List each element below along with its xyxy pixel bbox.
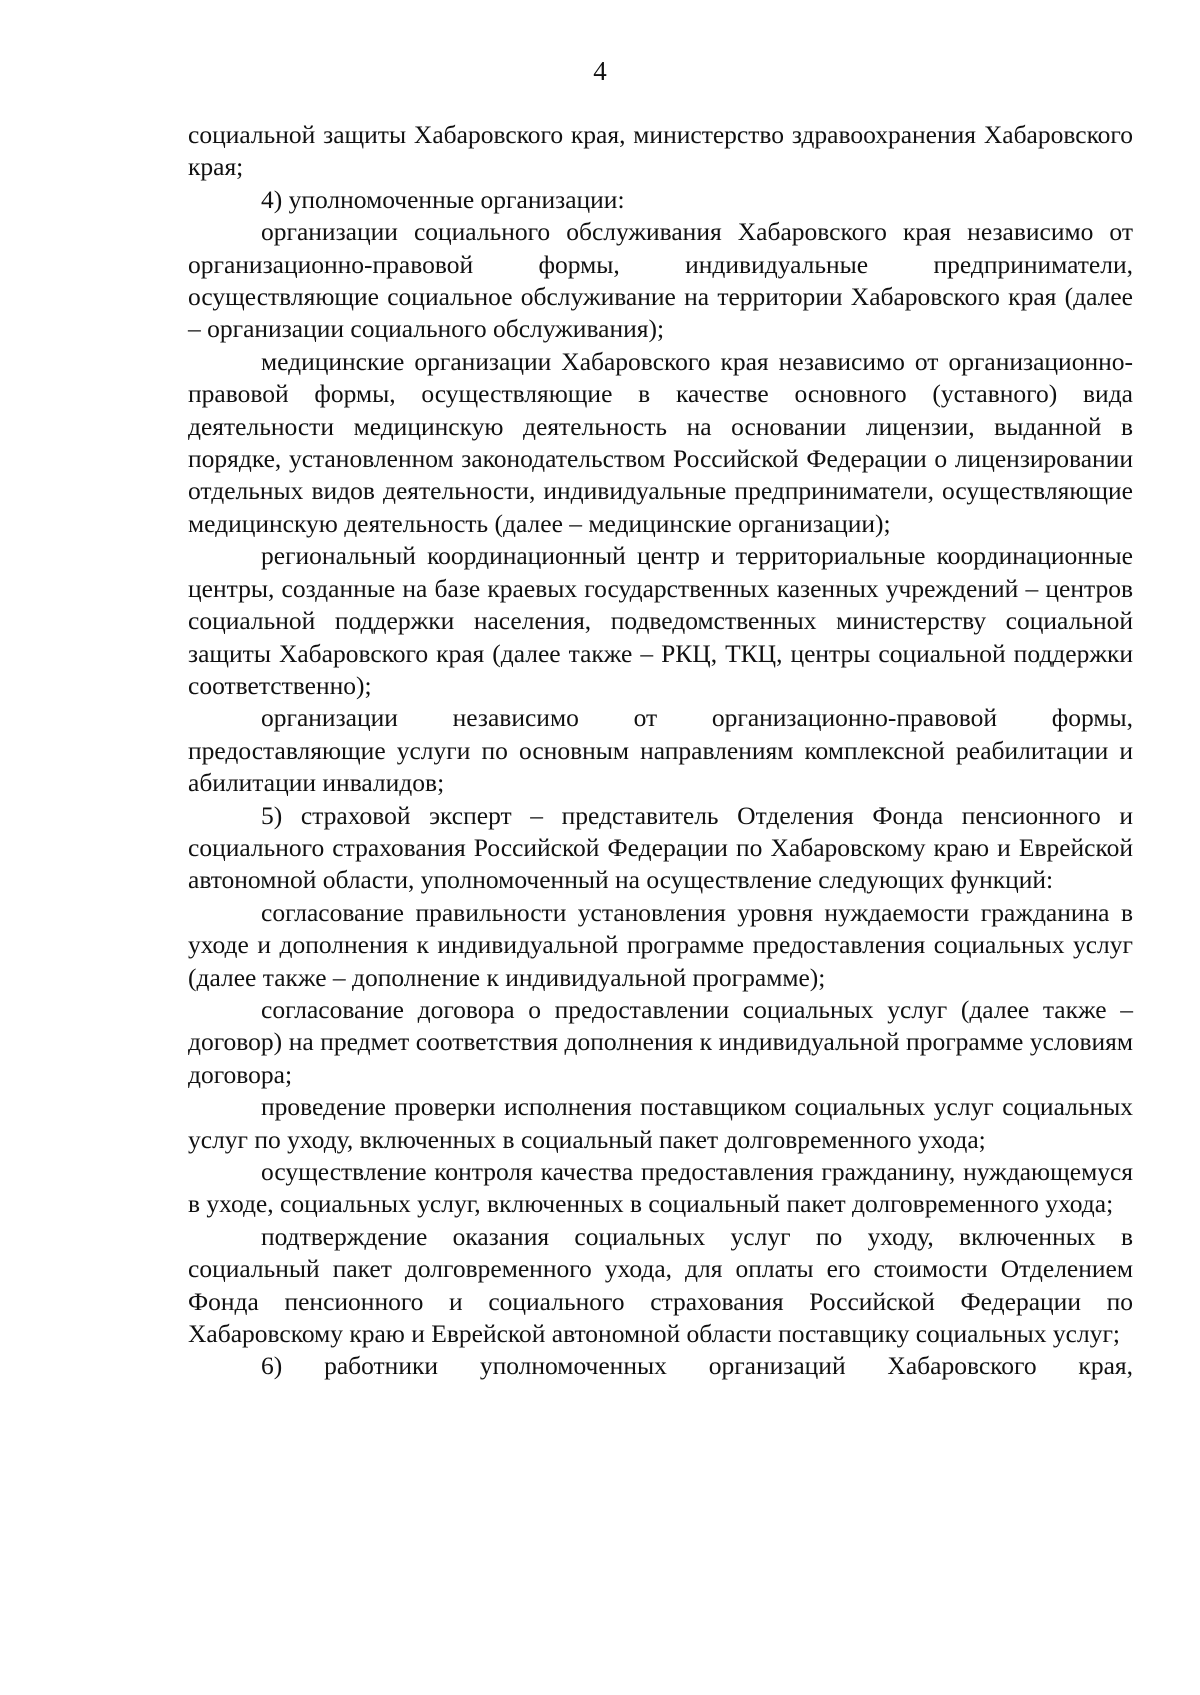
paragraph: организации независимо от организационно-правовой формы, предоставляющие услуги по основным направлениям комплексной реабилитации и абилитации инвалидов; bbox=[188, 703, 1133, 798]
paragraph: социальной защиты Хабаровского края, министерство здравоохранения Хабаровского края; bbox=[188, 120, 1133, 182]
paragraph: 4) уполномоченные организации: bbox=[261, 184, 625, 214]
paragraph: региональный координационный центр и территориальные координационные центры, созданные на базе краевых государственных казенных учреждений – центров социальной поддержки населения, подведомственных министерству социальной защиты Хабаровского края (далее также – РКЦ, ТКЦ, центры социальной поддержки соответственно); bbox=[188, 541, 1133, 700]
paragraph: проведение проверки исполнения поставщиком социальных услуг социальных услуг по уходу, включенных в социальный пакет долговременного ухода; bbox=[188, 1092, 1133, 1154]
paragraph: согласование правильности установления уровня нуждаемости гражданина в уходе и дополнения к индивидуальной программе предоставления социальных услуг (далее также – дополнение к индивидуальной программе); bbox=[188, 897, 1133, 992]
paragraph: 5) страховой эксперт – представитель Отделения Фонда пенсионного и социального страхования Российской Федерации по Хабаровскому краю и Еврейской автономной области, уполномоченный на осуществление следующих функций: bbox=[188, 800, 1133, 895]
document-body bbox=[188, 119, 1133, 1383]
paragraph: организации социального обслуживания Хабаровского края независимо от организационно-правовой формы, индивидуальные предприниматели, осуществляющие социальное обслуживание на территории Хабаровского края (далее – организации социального обслуживания); bbox=[188, 217, 1133, 344]
paragraph: осуществление контроля качества предоставления гражданину, нуждающемуся в уходе, социальных услуг, включенных в социальный пакет долговременного ухода; bbox=[188, 1157, 1133, 1219]
paragraph: медицинские организации Хабаровского края независимо от организационно-правовой формы, осуществляющие в качестве основного (уставного) вида деятельности медицинскую деятельность на основании лицензии, выданной в порядке, установленном законодательством Российской Федерации о лицензировании отдельных видов деятельности, индивидуальные предприниматели, осуществляющие медицинскую деятельность (далее – медицинские организации); bbox=[188, 346, 1133, 538]
paragraph: 6) работники уполномоченных организаций Хабаровского края, bbox=[261, 1351, 1133, 1381]
page-number: 4 bbox=[593, 56, 607, 86]
paragraph: подтверждение оказания социальных услуг по уходу, включенных в социальный пакет долговременного ухода, для оплаты его стоимости Отделением Фонда пенсионного и социального страхования Российской Федерации по Хабаровскому краю и Еврейской автономной области поставщику социальных услуг; bbox=[188, 1221, 1133, 1349]
paragraph: согласование договора о предоставлении социальных услуг (далее также – договор) на предмет соответствия дополнения к индивидуальной программе условиям договора; bbox=[188, 994, 1133, 1089]
